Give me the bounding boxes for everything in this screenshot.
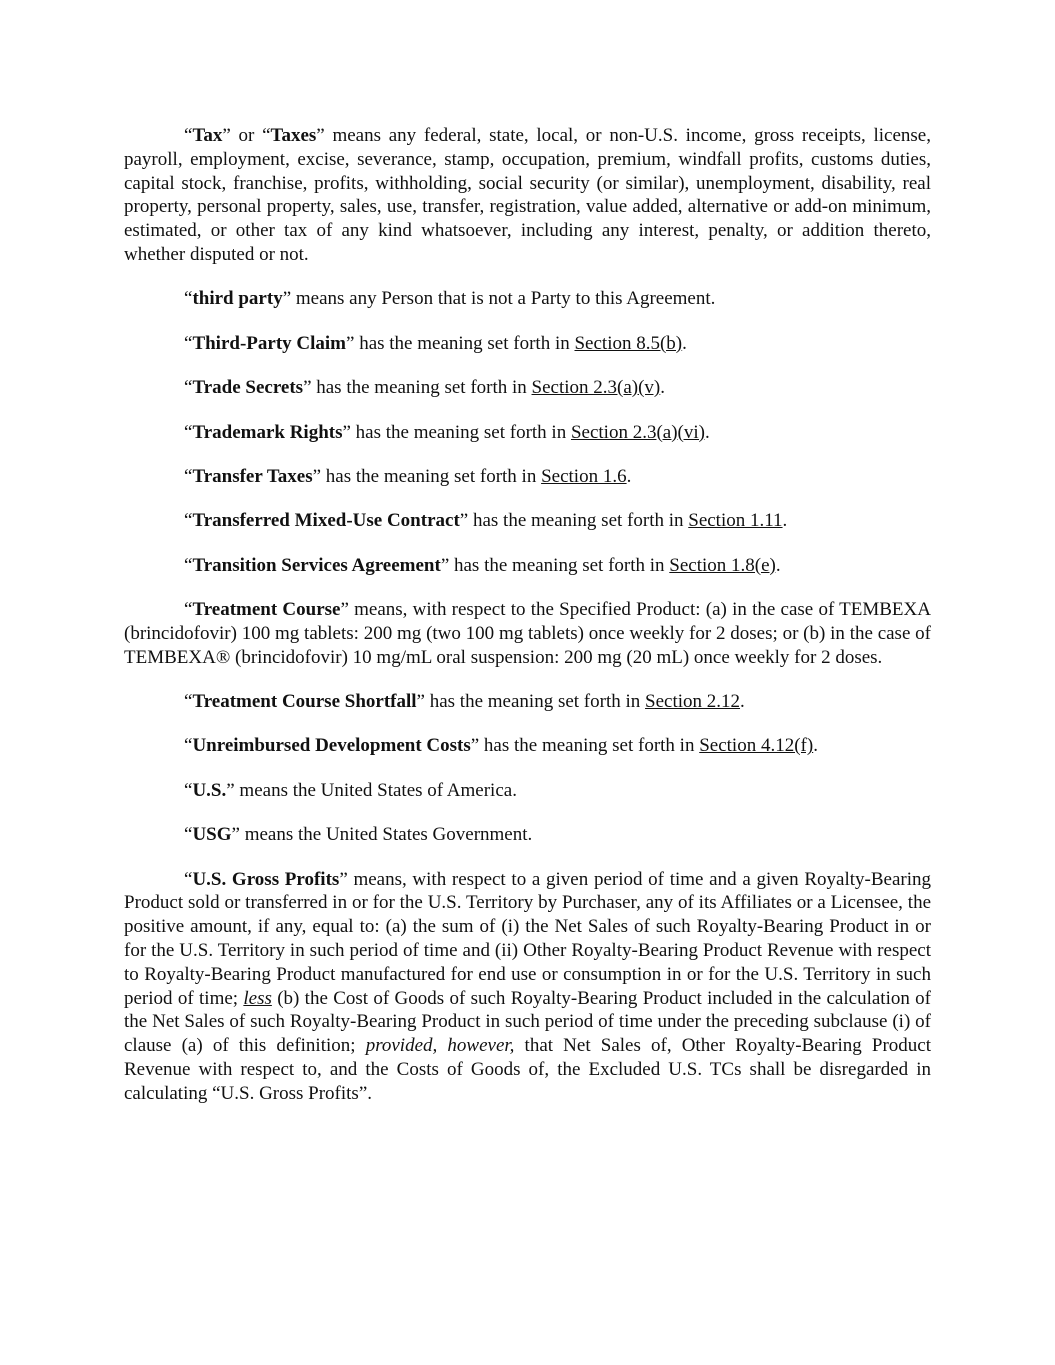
definition-third-party-claim	[124, 332, 931, 356]
definition-trademark-rights	[124, 421, 931, 445]
definition-third-party	[124, 287, 931, 311]
period: .	[740, 691, 745, 713]
defined-term: Transition Services Agreement	[192, 554, 441, 576]
quote-mark: “	[184, 735, 193, 757]
defined-term: Third-Party Claim	[192, 332, 347, 354]
definition-text: ” has the meaning set forth in	[303, 377, 532, 399]
definition-text: ” has the meaning set forth in	[440, 554, 670, 576]
definition-treatment-course	[124, 598, 931, 669]
quote-mark: “	[184, 288, 193, 310]
period: .	[782, 510, 788, 532]
definition-text: ” means the United States Government.	[231, 824, 533, 846]
italic-underlined-term: less	[243, 987, 272, 1009]
definition-transferred-mixed-use-contract	[124, 509, 931, 533]
definition-us-gross-profits	[124, 868, 931, 1106]
definition-text: that Net Sales of, Other Royalty-Bearing Product Revenue with respect to, and the Costs of Goods of, the Excluded U.S. TCs shall be disregarded in calculating “U.S. Gross Profits”.	[124, 1035, 931, 1104]
definition-text: ” means any Person that is not a Party to this Agreement.	[282, 288, 716, 310]
quote-mark: “	[184, 691, 193, 713]
definition-text: ” has the meaning set forth in	[312, 465, 542, 487]
section-reference: Section 2.12	[645, 691, 741, 713]
defined-term: Tax	[192, 125, 223, 146]
italic-proviso: provided, however,	[365, 1035, 515, 1057]
quote-mark: “	[184, 125, 193, 146]
period: .	[682, 332, 687, 354]
section-reference: Section 8.5(b)	[574, 332, 683, 354]
defined-term: Trade Secrets	[192, 377, 304, 399]
period: .	[775, 554, 781, 576]
quote-mark: “	[184, 599, 193, 621]
definition-text: ” has the meaning set forth in	[459, 510, 689, 532]
definition-text: ” has the meaning set forth in	[342, 421, 571, 443]
defined-term: Transfer Taxes	[192, 465, 313, 487]
defined-term: U.S. Gross Profits	[192, 868, 340, 890]
section-reference: Section 1.6	[541, 465, 627, 487]
defined-term: Treatment Course	[192, 599, 341, 621]
quote-mark: “	[184, 779, 193, 801]
section-reference: Section 1.8(e)	[669, 554, 776, 576]
section-reference: Section 2.3(a)(vi)	[570, 421, 705, 443]
quote-mark: “	[184, 465, 193, 487]
quote-mark: “	[184, 510, 193, 532]
quote-mark: “	[184, 377, 193, 399]
definition-usg	[124, 823, 931, 847]
period: .	[626, 465, 632, 487]
defined-term: third party	[192, 288, 283, 310]
definition-text: ” has the meaning set forth in	[346, 332, 575, 354]
definition-text: (b) the Cost of Goods of such Royalty-Bearing Product included in the calculation of the Net Sales of such Royalty-Bearing Product in such period of time under the preceding subclause (i) of clause (a) of this definition;	[124, 987, 931, 1057]
definition-transfer-taxes	[124, 465, 931, 489]
quote-mark: “	[184, 554, 193, 576]
defined-term: Treatment Course Shortfall	[192, 691, 417, 713]
quote-mark: “	[184, 421, 193, 443]
section-reference: Section 2.3(a)(v)	[531, 377, 661, 399]
definition-trade-secrets	[124, 376, 931, 400]
definition-unreimbursed-development-costs	[124, 734, 931, 758]
quote-mark: “	[184, 332, 193, 354]
defined-term: Transferred Mixed-Use Contract	[192, 510, 460, 532]
definition-tax	[124, 124, 931, 267]
section-reference: Section 4.12(f)	[699, 735, 814, 757]
defined-term: U.S.	[192, 779, 227, 801]
defined-term: Unreimbursed Development Costs	[192, 735, 471, 757]
definition-treatment-course-shortfall	[124, 690, 931, 714]
definition-text: ” or “	[222, 125, 271, 146]
definition-text: ” means any federal, state, local, or non-U.S. income, gross receipts, license, payroll, employment, excise, severance, stamp, occupation, premium, windfall profits, customs duties, capital stock, franchise, profits, withholding, social security (or similar), unemployment, disability, real property, personal property, sales, use, transfer, registration, value added, alternative or add-on minimum, estimated, or other tax of any kind whatsoever, including any interest, penalty, or addition thereto, whether disputed or not.	[124, 125, 931, 265]
definition-text: ” means the United States of America.	[226, 779, 517, 801]
section-reference: Section 1.11	[688, 510, 783, 532]
quote-mark: “	[184, 868, 193, 890]
defined-term: Trademark Rights	[192, 421, 343, 443]
definition-transition-services-agreement	[124, 554, 931, 578]
definition-text: ” means, with respect to a given period of time and a given Royalty-Bearing Product sold or transferred in or for the U.S. Territory by Purchaser, any of its Affiliates or a Licensee, the positive amount, if any, equal to: (a) the sum of (i) the Net Sales of such Royalty-Bearing Product in or for the U.S. Territory in such period of time and (ii) Other Royalty-Bearing Product Revenue with respect to Royalty-Bearing Product manufactured for end use or consumption in or for the U.S. Territory in such period of time;	[124, 868, 931, 1009]
quote-mark: “	[184, 824, 193, 846]
period: .	[704, 421, 710, 443]
defined-term: USG	[192, 824, 232, 846]
definition-us	[124, 779, 931, 803]
period: .	[660, 377, 666, 399]
definition-text: ” has the meaning set forth in	[470, 735, 700, 757]
period: .	[813, 735, 818, 757]
defined-term: Taxes	[270, 125, 317, 146]
definition-text: ” means, with respect to the Specified Product: (a) in the case of TEMBEXA (brincidofovir) 100 mg tablets: 200 mg (two 100 mg tablets) once weekly for 2 doses; or (b) in the case of TEMBEXA® (brincidofovir) 10 mg/mL oral suspension: 200 mg (20 mL) once weekly for 2 doses.	[124, 599, 931, 668]
document-page	[124, 124, 931, 1126]
definition-text: ” has the meaning set forth in	[416, 691, 646, 713]
